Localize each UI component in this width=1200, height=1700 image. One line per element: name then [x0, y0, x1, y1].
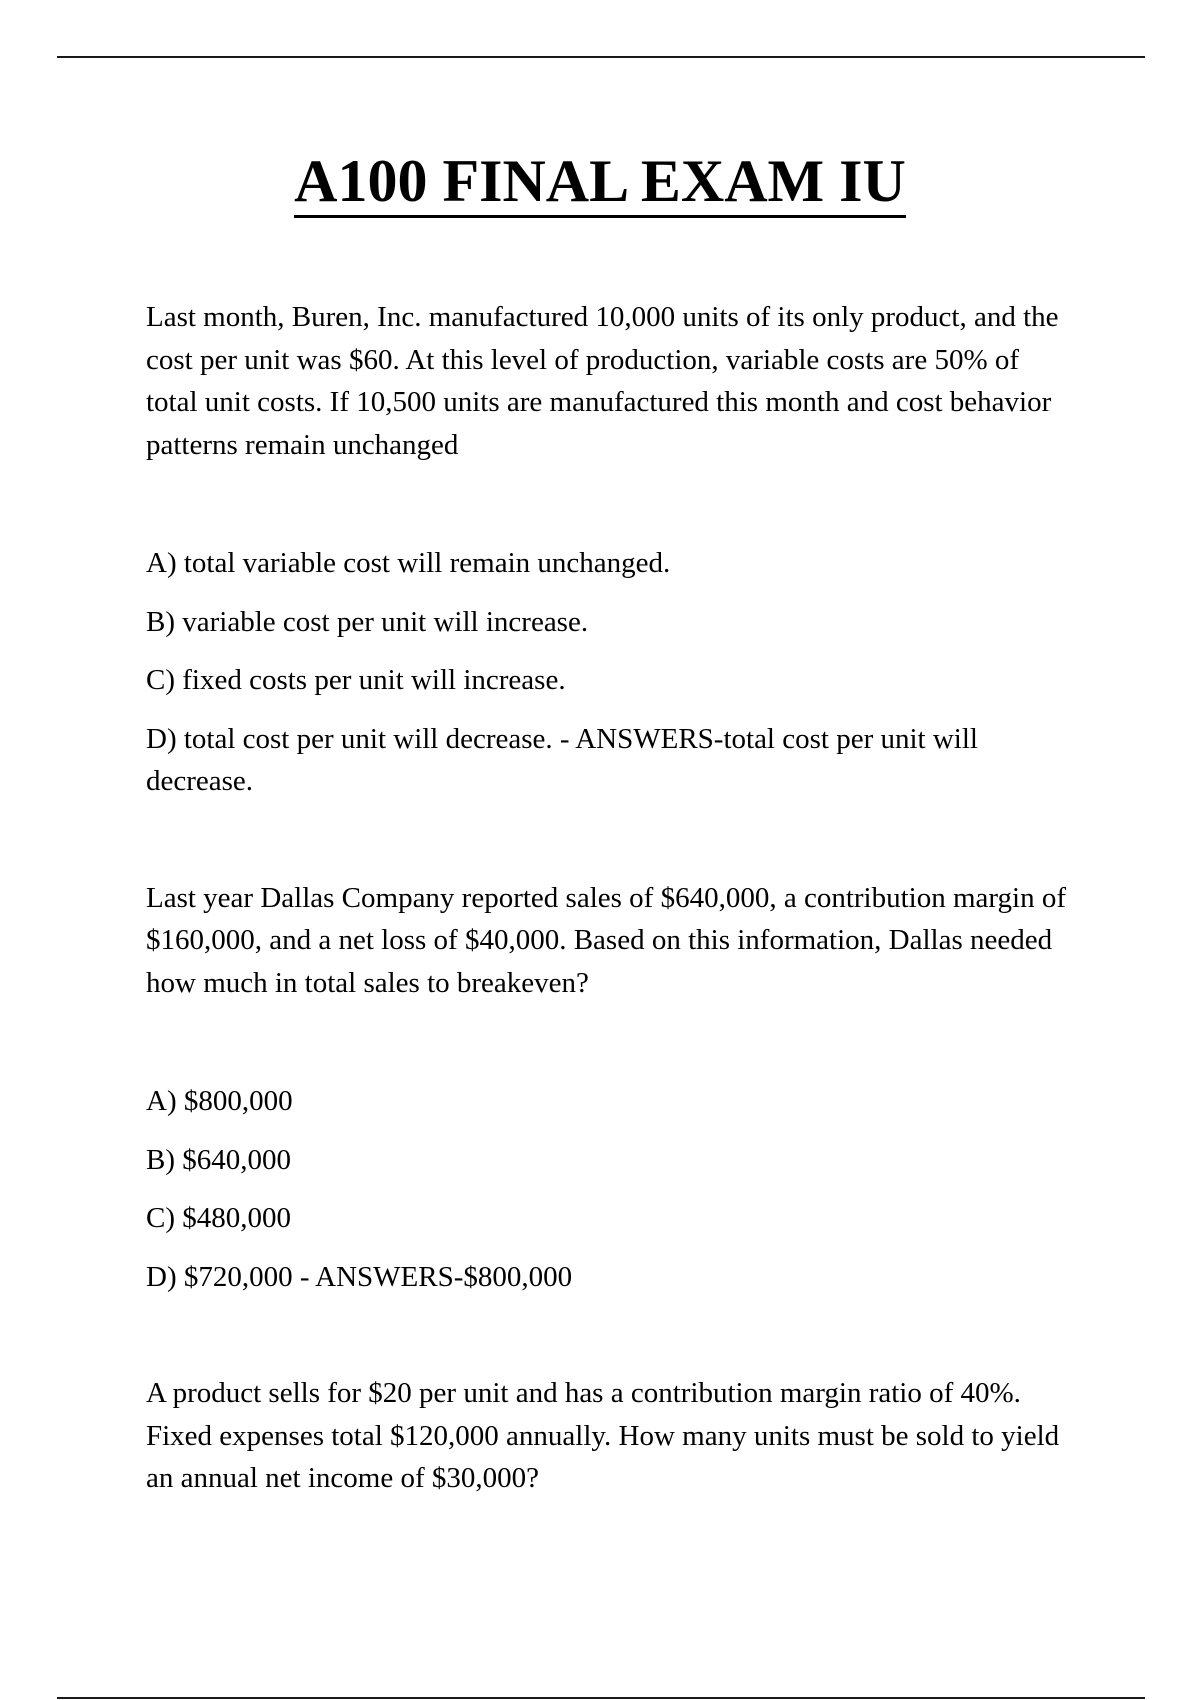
questions: [146, 296, 1066, 1574]
page-title: [0, 145, 1200, 218]
question-2: [146, 877, 1066, 1299]
question-1-text: Last month, Buren, Inc. manufactured 10,000 units of its only product, and the cost per unit was $60. At this level of production, variable costs are 50% of total unit costs. If 10,500 units are manufactured this month and cost behavior patterns remain unchanged: [146, 301, 1059, 461]
bottom-rule: [57, 1697, 1145, 1699]
question-3-text: A product sells for $20 per unit and has a contribution margin ratio of 40%. Fixed expenses total $120,000 annually. How many units must be sold to yield an annual net income of $30,000?: [146, 1377, 1060, 1494]
question-1-options: [146, 542, 1066, 803]
question-2-option-a: A) $800,000: [146, 1085, 293, 1117]
question-1-option-a: A) total variable cost will remain unchanged.: [146, 547, 671, 579]
page-title-text: A100 FINAL EXAM IU: [294, 149, 906, 218]
question-1-option-b: B) variable cost per unit will increase.: [146, 605, 589, 638]
question-1-option-d: D) total cost per unit will decrease. - ANSWERS-total cost per unit will decrease.: [146, 722, 978, 797]
question-2-option-c: C) $480,000: [146, 1202, 291, 1234]
question-2-option-b: B) $640,000: [146, 1143, 291, 1176]
question-1-option-c: C) fixed costs per unit will increase.: [146, 664, 566, 696]
question-2-options: [146, 1080, 1066, 1298]
question-3: [146, 1372, 1066, 1500]
top-rule: [57, 56, 1145, 58]
question-2-option-d: D) $720,000 - ANSWERS-$800,000: [146, 1260, 573, 1293]
question-1: [146, 296, 1066, 803]
question-2-text: Last year Dallas Company reported sales of $640,000, a contribution margin of $160,000, and a net loss of $40,000. Based on this information, Dallas needed how much in total sales to breakeven?: [146, 881, 1066, 999]
